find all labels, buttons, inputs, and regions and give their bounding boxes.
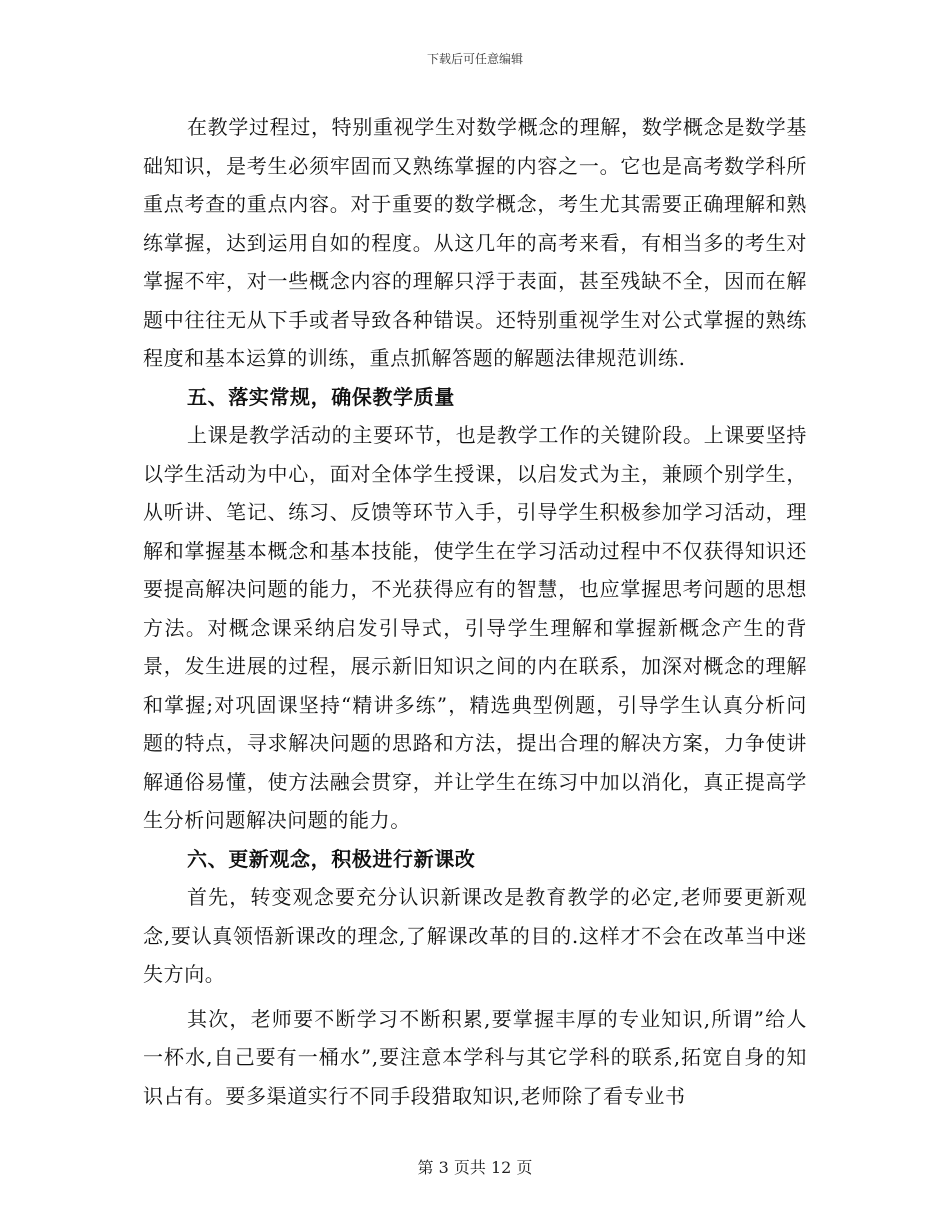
document-body bbox=[143, 108, 807, 1115]
page-footer: 第 3 页共 12 页 bbox=[417, 1158, 533, 1177]
section-heading-6: 六、更新观念，积极进行新课改 bbox=[187, 846, 476, 871]
paragraph-second-keep-learning: 其次，老师要不断学习不断积累,要掌握丰厚的专业知识,所谓”给人一杯水,自己要有一桶水”,要注意本学科与其它学科的联系,拓宽自身的知识占有。要多渠道实行不同手段猎取知识,老师除了看专业书 bbox=[143, 1006, 807, 1108]
paragraph-classroom-teaching: 上课是教学活动的主要环节，也是教学工作的关键阶段。上课要坚持以学生活动为中心，面对全体学生授课，以启发式为主，兼顾个别学生，从听讲、笔记、练习、反馈等环节入手，引导学生积极参加学习活动，理解和掌握基本概念和基本技能，使学生在学习活动过程中不仅获得知识还要提高解决问题的能力，不光获得应有的智慧，也应掌握思考问题的思想方法。对概念课采纳启发引导式，引导学生理解和掌握新概念产生的背景，发生进展的过程，展示新旧知识之间的内在联系，加深对概念的理解和掌握;对巩固课坚持“精讲多练”，精选典型例题，引导学生认真分析问题的特点，寻求解决问题的思路和方法，提出合理的解决方案，力争使讲解通俗易懂，使方法融会贯穿，并让学生在练习中加以消化，真正提高学生分析问题解决问题的能力。 bbox=[143, 423, 807, 832]
paragraph-concept-understanding: 在教学过程过，特别重视学生对数学概念的理解，数学概念是数学基础知识，是考生必须牢固而又熟练掌握的内容之一。它也是高考数学科所重点考查的重点内容。对于重要的数学概念，考生尤其需要正确理解和熟练掌握，达到运用自如的程度。从这几年的高考来看，有相当多的考生对掌握不牢，对一些概念内容的理解只浮于表面，甚至残缺不全，因而在解题中往往无从下手或者导致各种错误。还特别重视学生对公式掌握的熟练程度和基本运算的训练，重点抓解答题的解题法律规范训练. bbox=[143, 115, 807, 370]
section-heading-5: 五、落实常规，确保教学质量 bbox=[187, 384, 455, 409]
paragraph-first-change-ideas: 首先，转变观念要充分认识新课改是教育教学的必定,老师要更新观念,要认真领悟新课改的理念,了解课改革的目的.这样才不会在改革当中迷失方向。 bbox=[143, 885, 807, 986]
page-header: 下载后可任意编辑 bbox=[426, 52, 523, 66]
